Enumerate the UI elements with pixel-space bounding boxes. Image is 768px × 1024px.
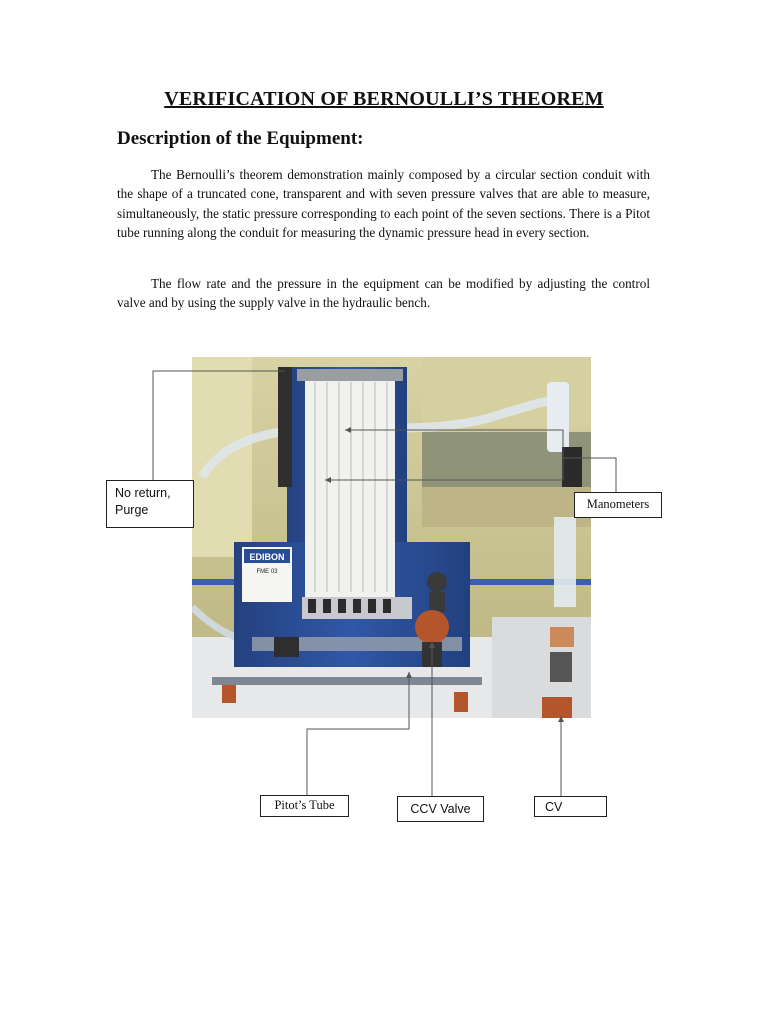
brand-label: EDIBON (249, 552, 285, 562)
description-paragraph-2: The flow rate and the pressure in the equipment can be modified by adjusting the control valve and by using the supply valve in the hydraulic bench. (117, 276, 650, 311)
callout-no-return-purge: No return, Purge (106, 480, 194, 528)
equipment-photo (192, 357, 591, 718)
page-title: VERIFICATION OF BERNOULLI’S THEOREM (164, 88, 604, 110)
callout-manometers: Manometers (574, 492, 662, 518)
callout-cv: CV (534, 796, 607, 817)
callout-pitot-tube: Pitot’s Tube (260, 795, 349, 817)
callout-ccv-valve: CCV Valve (397, 796, 484, 822)
section-heading: Description of the Equipment: (117, 128, 364, 149)
description-paragraph-1: The Bernoulli’s theorem demonstration mainly composed by a circular section conduit with the shape of a truncated cone, transparent and with seven pressure valves that are able to measure, simultaneously, the static pressure corresponding to each point of the seven sections. There is a Pitot tube running along the conduit for measuring the dynamic pressure head in every section. (117, 167, 650, 241)
model-label: FME 03 (256, 569, 278, 575)
